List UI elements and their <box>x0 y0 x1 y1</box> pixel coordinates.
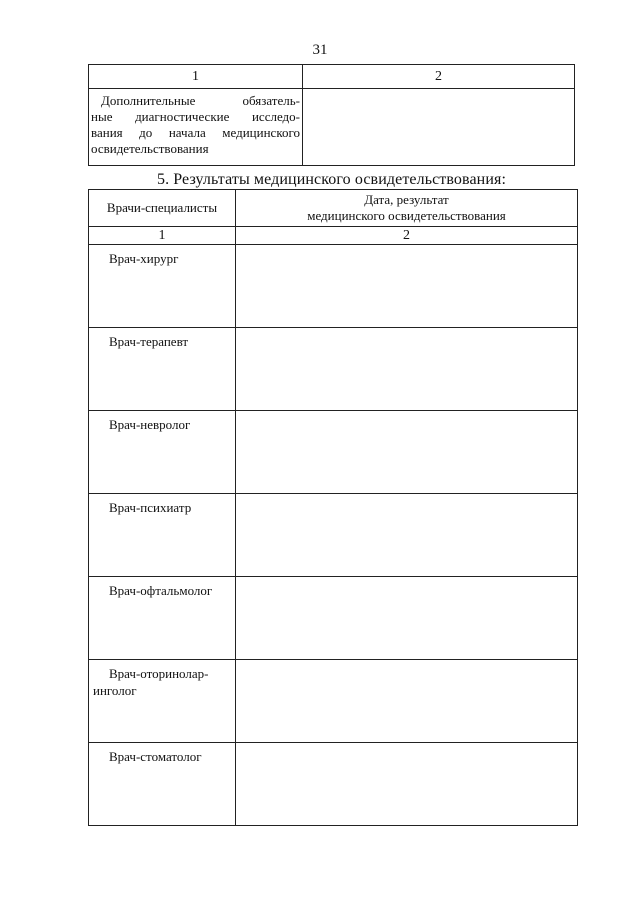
specialist-dentist: Врач-стоматолог <box>109 749 202 764</box>
table2-header-row <box>89 190 578 227</box>
header-date-result-line1: Дата, результат <box>364 192 449 207</box>
num-col2: 2 <box>236 227 578 245</box>
row-label-line: Дополнительные обязатель- <box>101 93 300 108</box>
table-row <box>89 743 578 826</box>
table-row <box>89 328 578 411</box>
table1-row <box>89 89 575 166</box>
num-col1: 1 <box>89 227 236 245</box>
header-date-result <box>236 190 578 227</box>
specialist-therapist: Врач-терапевт <box>109 334 189 349</box>
oto-line2: инголог <box>93 683 137 698</box>
result-cell <box>236 743 578 826</box>
section-title: 5. Результаты медицинского освидетельствования: <box>156 171 507 188</box>
row-label-line: освидетельствования <box>91 141 209 156</box>
table-row <box>89 411 578 494</box>
table-row <box>89 494 578 577</box>
result-cell <box>236 494 578 577</box>
result-cell <box>236 411 578 494</box>
row-label-line: ные диагностические исследо- <box>91 109 300 124</box>
specialist-psychiatrist: Врач-психиатр <box>109 500 192 515</box>
result-cell <box>236 660 578 743</box>
header-specialists: Врачи-специалисты <box>89 190 236 227</box>
table-row <box>89 660 578 743</box>
header-date-result-line2: медицинского освидетельствования <box>307 208 506 223</box>
table1-row-value <box>303 89 575 166</box>
additional-diagnostics-table <box>88 64 575 166</box>
specialist-otorhinolaryngologist <box>89 660 235 699</box>
specialist-ophthalmologist: Врач-офтальмолог <box>109 583 213 598</box>
table-row <box>89 577 578 660</box>
specialist-surgeon: Врач-хирург <box>109 251 179 266</box>
result-cell <box>236 577 578 660</box>
table1-col2-header: 2 <box>303 65 575 89</box>
specialist-neurologist: Врач-невролог <box>109 417 191 432</box>
table2-number-row <box>89 227 578 245</box>
table1-col1-header: 1 <box>89 65 303 89</box>
table1-row-label <box>89 89 303 166</box>
table1-header-row <box>89 65 575 89</box>
examination-results-table <box>88 189 578 826</box>
table-row <box>89 245 578 328</box>
oto-line1: Врач-оторинолар- <box>109 666 209 681</box>
result-cell <box>236 245 578 328</box>
result-cell <box>236 328 578 411</box>
row-label-line: вания до начала медицинского <box>91 125 300 140</box>
page-number: 31 <box>312 42 328 58</box>
